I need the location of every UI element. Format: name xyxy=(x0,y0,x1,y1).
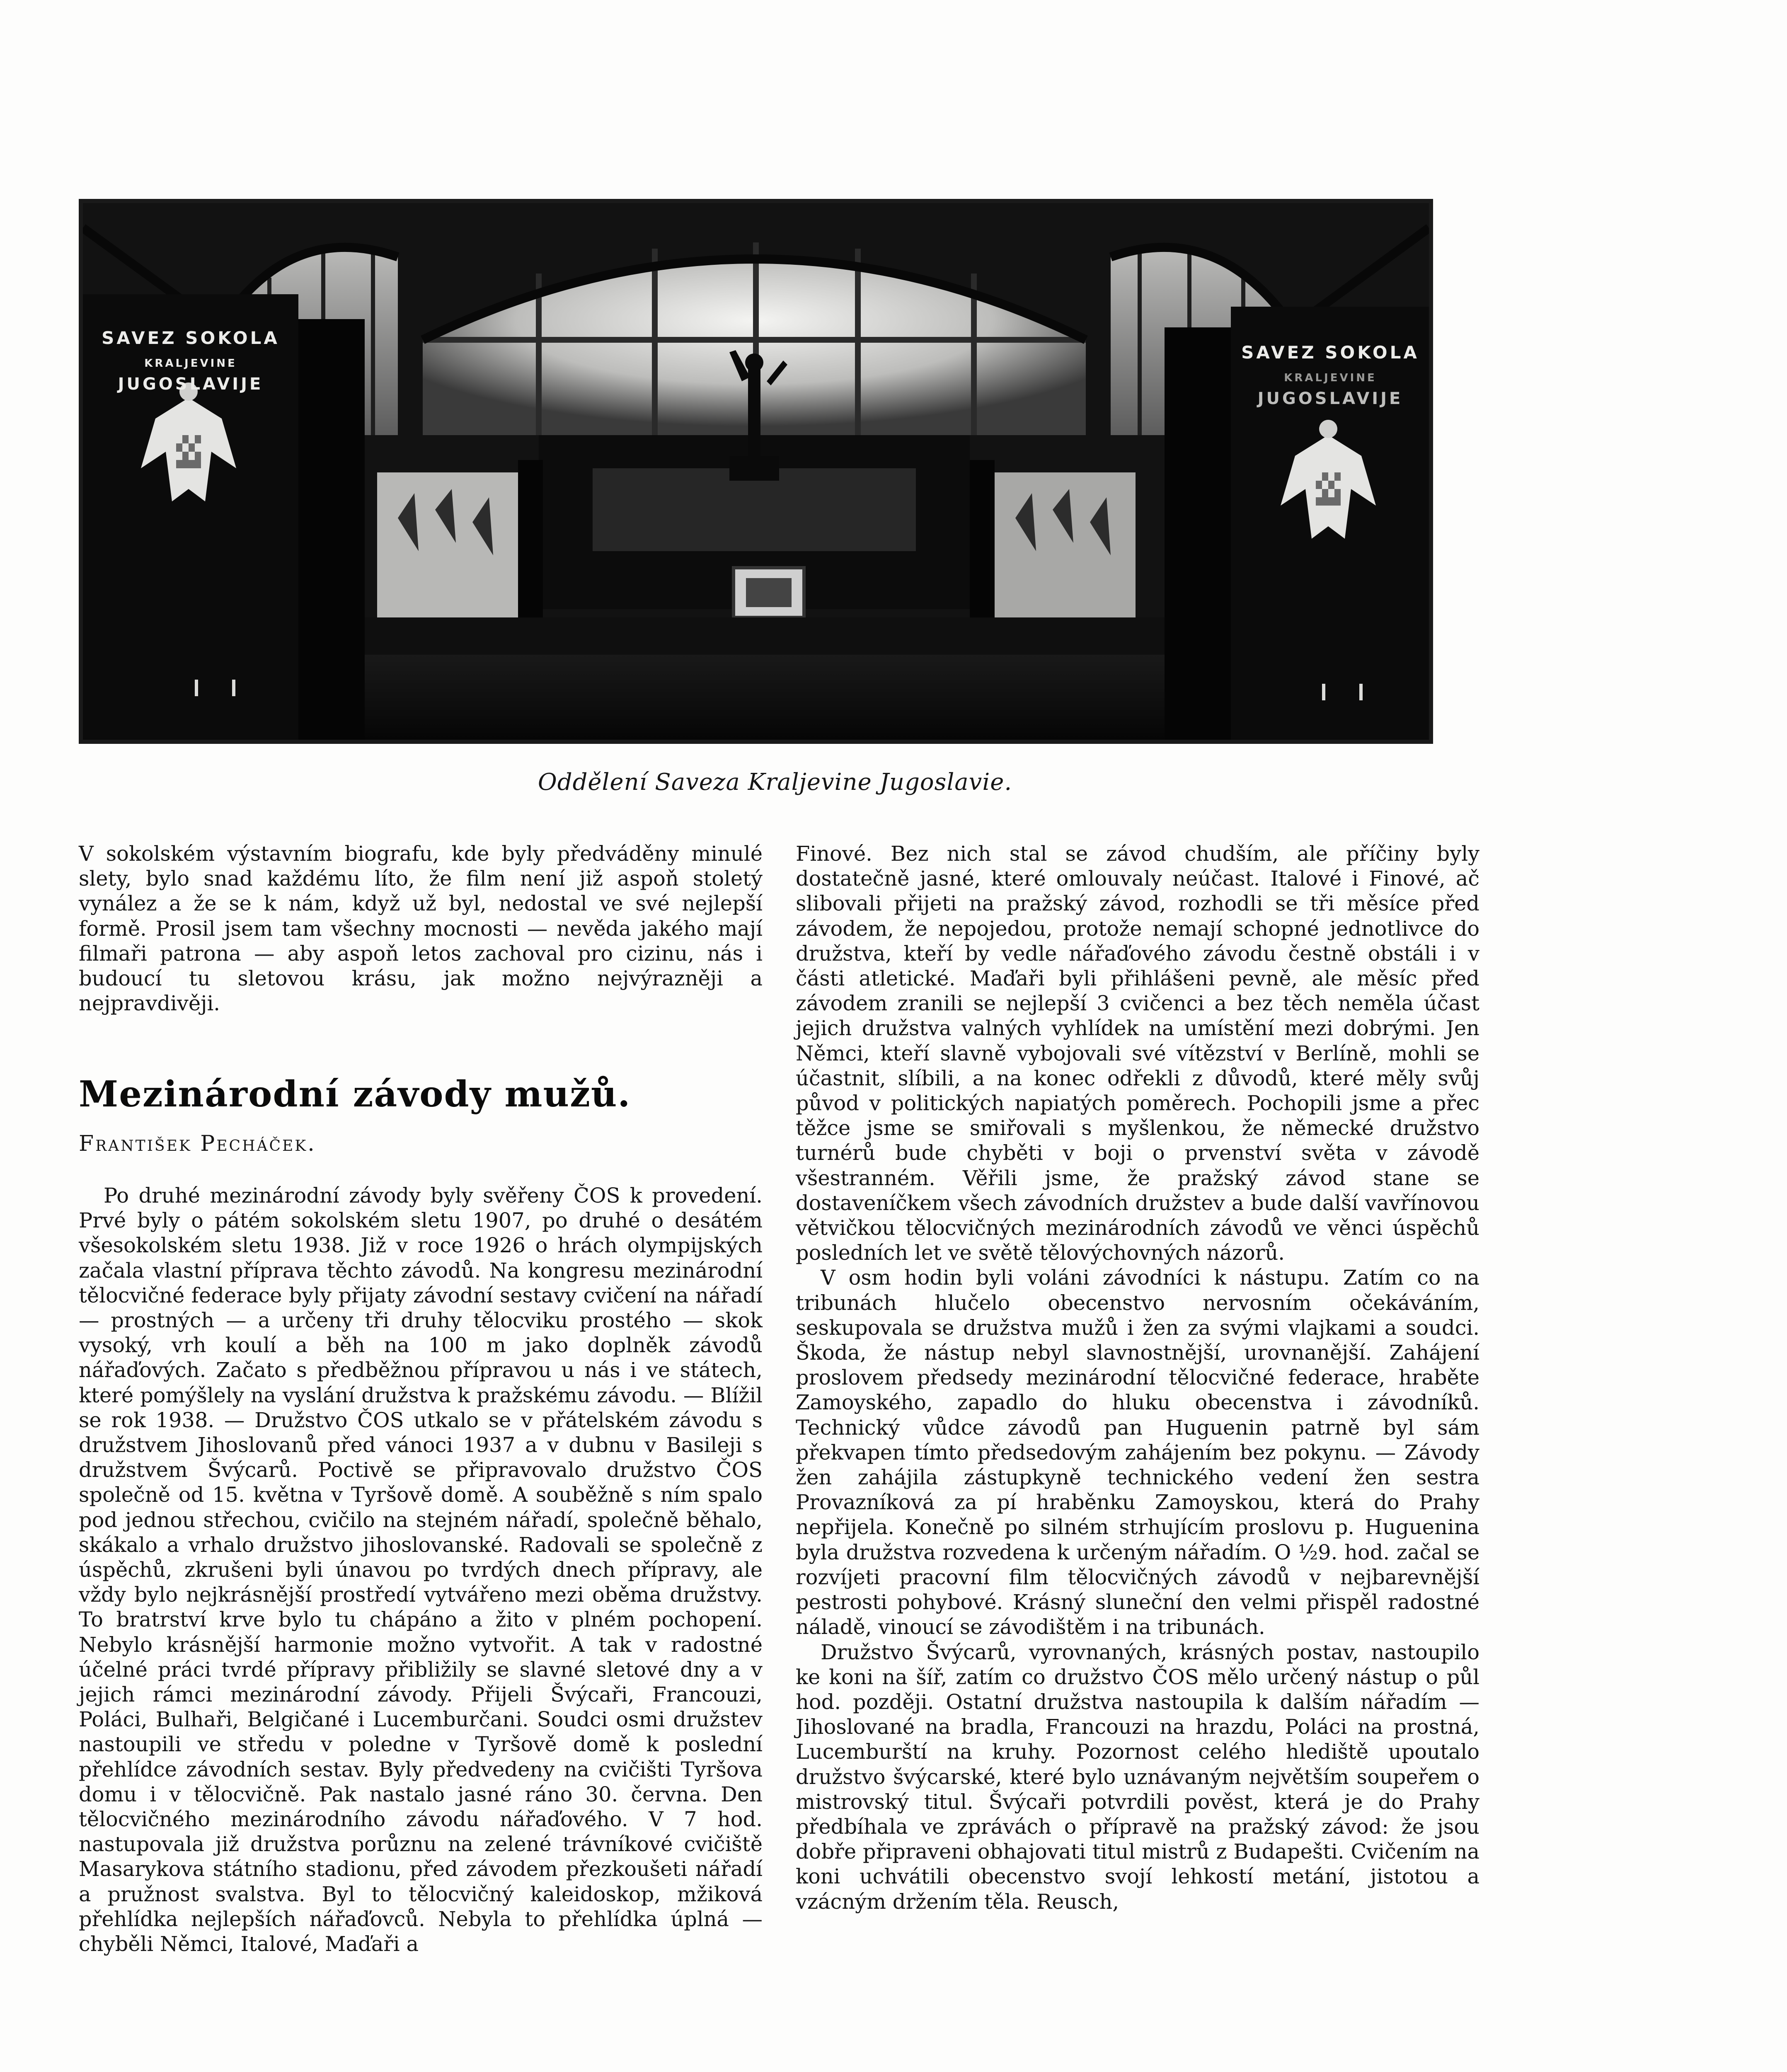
article-heading: Mezinárodní závody mužů. xyxy=(79,1073,631,1115)
right-column xyxy=(796,841,1479,1914)
left-sign-line-1: SAVEZ SOKOLA xyxy=(102,328,280,348)
left-sign-line-2: KRALJEVINE xyxy=(144,357,237,370)
right-paragraph-3: Družstvo Švýcarů, vyrovnaných, krásných postav, nastoupilo ke koni na šíř, zatím co družstvo ČOS mělo určený nástup o půl hod. později. Ostatní družstva nastoupila k dalším nářadím — Jihoslované na bradla, Francouzi na hrazdu, Poláci na prostná, Lucemburští na kruhy. Pozornost celého hlediště upoutalo družstvo švýcarské, které bylo uznávaným největším soupeřem o mistrovský titul. Švýcaři potvrdili pověst, která je do Prahy předbíhala ve zprávách o přípravě na pražský závod: že jsou dobře připraveni obhajovati titul mistrů z Budapešti. Cvičením na koni uchvátili obecenstvo svojí lehkostí metání, jistotou a vzácným držením těla. Reusch, xyxy=(796,1640,1479,1914)
article-author: František Pecháček. xyxy=(79,1131,316,1156)
left-paragraph: Po druhé mezinárodní závody byly svěřeny ČOS k provedení. Prvé byly o pátém sokolském sletu 1907, po druhé o desátém všesokolském sletu 1938. Již v roce 1926 o hrách olympijských začala vlastní příprava těchto závodů. Na kongresu mezinárodní tělocvičné federace byly přijaty závodní sestavy cvičení na nářadí — prostných — a určeny tři druhy tělocviku prostého — skok vysoký, vrh koulí a běh na 100 m jako doplněk závodů nářaďových. Začato s předběžnou přípravou u nás i ve státech, které pomýšlely na vyslání družstva k pražskému závodu. — Blížil se rok 1938. — Družstvo ČOS utkalo se v přátelském závodu s družstvem Jihoslovanů před vánoci 1937 a v dubnu v Basileji s družstvem Švýcarů. Poctivě se připravovalo družstvo ČOS společně od 15. května v Tyršově domě. A souběžně s ním spalo pod jednou střechou, cvičilo na stejném nářadí, společně běhalo, skákalo a vrhalo družstvo jihoslovanské. Radovali se společně z úspěchů, zkrušeni byli únavou po tvrdých dnech přípravy, ale vždy bylo nejkrásnější prostředí vytvářeno mezi oběma družstvy. To bratrství krve bylo tu chápáno a žito v plném pochopení. Nebylo krásnější harmonie možno vytvořit. A tak v radostné účelné práci tvrdé přípravy přibližily se slavné sletové dny a v jejich rámci mezinárodní závody. Přijeli Švýcaři, Francouzi, Poláci, Bulhaři, Belgičané i Lucemburčani. Soudci osmi družstev nastoupili ve středu v poledne v Tyršově domě k poslední přehlídce závodních sestav. Byly předvedeny na cvičišti Tyršova domu i v tělocvičně. Pak nastalo jasné ráno 30. června. Den tělocvičného mezinárodního závodu nářaďového. V 7 hod. nastupovala již družstva porůznu na zelené trávníkové cvičiště Masarykova státního stadionu, před závodem přezkoušeti nářadí a pružnost svalstva. Byl to tělocvičný kaleidoskop, mžiková přehlídka nejlepších nářaďovců. Nebyla to přehlídka úplná — chyběli Němci, Italové, Maďaři a xyxy=(79,1184,763,1956)
photo-caption: Oddělení Saveza Kraljevine Jugoslavie. xyxy=(538,769,1012,796)
left-sign-line-3: JUGOSLAVIJE xyxy=(118,375,264,394)
intro-paragraph: V sokolském výstavním biografu, kde byly předváděny minulé slety, bylo snad každému líto, že film není již aspoň stoletý vynález a že se k nám, když už byl, nedostal ve své nejlepší formě. Prosil jsem tam všechny mocnosti — nevěda jakého mají filmaři patrona — aby aspoň letos zachoval pro cizinu, nás i budoucí tu sletovou krásu, jak možno nejvýrazněji a nejpravdivěji. xyxy=(79,842,763,1016)
right-sign-line-1: SAVEZ SOKOLA xyxy=(1241,342,1419,363)
right-sign-line-3: JUGOSLAVIJE xyxy=(1257,389,1403,408)
right-paragraph-1: Finové. Bez nich stal se závod chudším, ale příčiny byly dostatečně jasné, které omlouvaly neúčast. Italové i Finové, ač slibovali přijeti na pražský závod, rozhodli se tři měsíce před závodem, že nepojedou, protože nemají schopné jednotlivce do družstva, kteří by vedle nářaďového závodu čestně obstáli i v části atletické. Maďaři byli přihlášeni pevně, ale měsíc před závodem zranili se nejlepší 3 cvičenci a bez těch neměla účast jejich družstva valných vyhlídek na umístění mezi dobrými. Jen Němci, kteří slavně vybojovali své vítězství v Berlíně, mohli se účastnit, slíbili, a na konec odřekli z důvodů, které měly svůj původ v politických napiatých poměrech. Pochopili jsme a přec těžce jsme se smiřovali s myšlenkou, že německé družstvo turnérů bude chyběti v boji o prvenství světa v závodě všestranném. Věřili jsme, že pražský závod stane se dostaveníčkem všech závodních družstev a bude další vavřínovou větvičkou tělocvičných mezinárodních závodů ve věnci úspěchů posledních let ve světě tělovýchovných názorů. xyxy=(796,842,1479,1265)
exhibition-photo xyxy=(79,199,1433,744)
right-paragraph-2: V osm hodin byli voláni závodníci k nástupu. Zatím co na tribunách hlučelo obecenstvo nervosním očekáváním, seskupovala se družstva mužů i žen za svými vlajkami a soudci. Škoda, že nástup nebyl slavnostnější, urovnanější. Zahájení proslovem předsedy mezinárodní tělocvičné federace, hraběte Zamoyského, zapadlo do hluku obecenstva i závodníků. Technický vůdce závodů pan Huguenin patrně byl sám překvapen tímto předsedovým zahájením bez pokynu. — Závody žen zahájila zástupkyně technického vedení žen sestra Provazníková za pí hraběnku Zamoyskou, která do Prahy nepřijela. Konečně po silném strhujícím proslovu p. Huguenina byla družstva rozvedena k určeným nářadím. O ½9. hod. začal se rozvíjeti pracovní film tělocvičných závodů v nejbarevnější pestrosti pohybové. Krásný sluneční den velmi přispěl radostné náladě, vinoucí se závodištěm i na tribunách. xyxy=(796,1266,1479,1639)
left-column xyxy=(79,1183,763,1956)
intro-column xyxy=(79,841,763,1016)
right-sign-line-2: KRALJEVINE xyxy=(1284,372,1377,384)
exhibition-hall-image xyxy=(83,203,1429,740)
